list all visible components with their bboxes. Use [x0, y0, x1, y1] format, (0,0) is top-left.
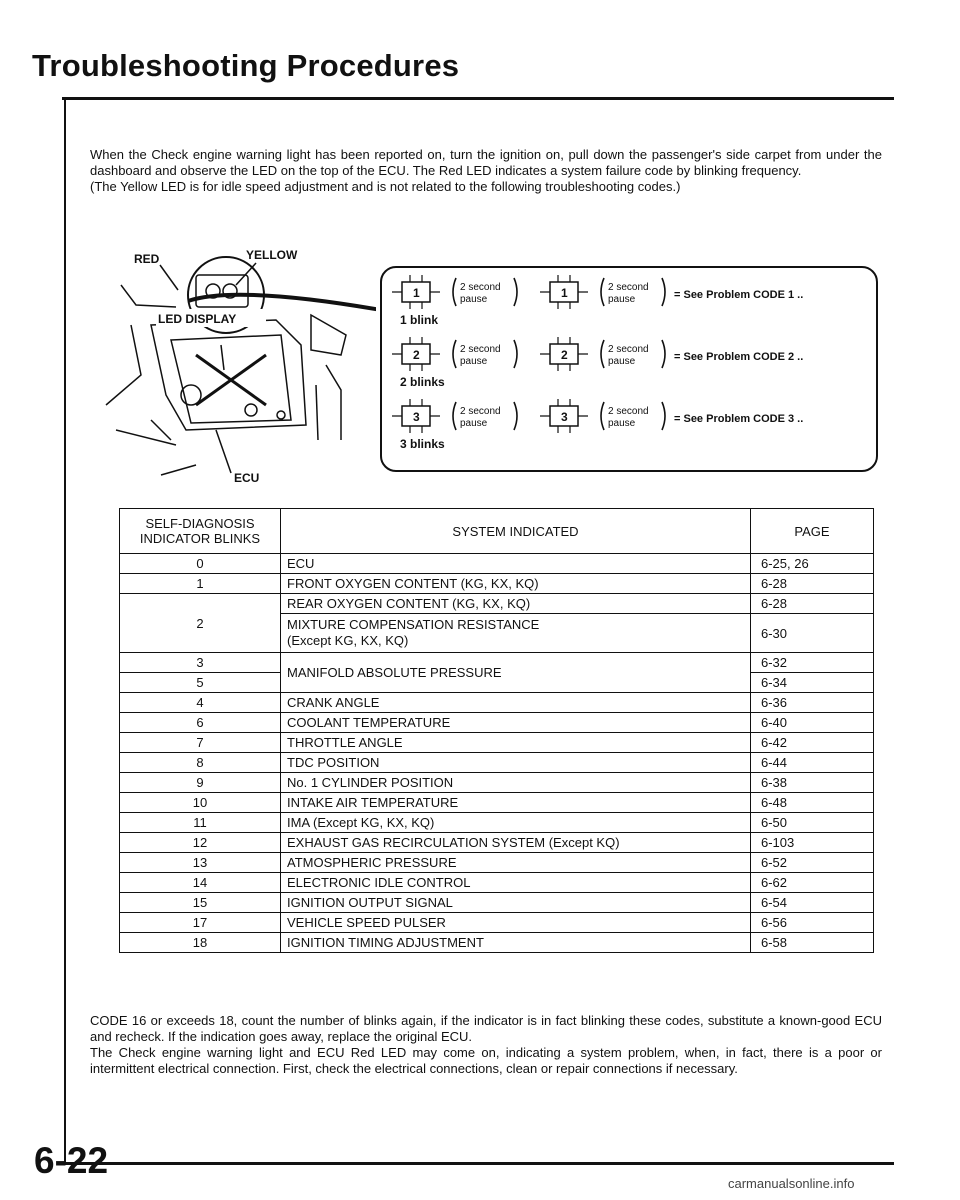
pause-label: 2 second — [460, 282, 501, 293]
code-cell: 3 — [120, 653, 281, 673]
blink-count: 1 blink — [400, 313, 439, 327]
system-cell: MANIFOLD ABSOLUTE PRESSURE — [281, 653, 751, 693]
pause-label: 2 second — [460, 344, 501, 355]
ecu-location-diagram — [96, 245, 376, 485]
system-cell: CRANK ANGLE — [281, 693, 751, 713]
table-row — [120, 933, 874, 953]
page-cell: 6-25, 26 — [751, 554, 874, 574]
pause-label: pause — [608, 356, 636, 367]
system-line: MIXTURE COMPENSATION RESISTANCE — [287, 617, 540, 632]
blink-count: 2 blinks — [400, 375, 445, 389]
pause-label: 2 second — [460, 406, 501, 417]
page-cell: 6-54 — [751, 893, 874, 913]
footer-paragraph-2: The Check engine warning light and ECU Red LED may come on, indicating a system problem, when, in fact, there is a poor or intermittent electrical connection. First, check the electrical connections, clean or repair connections if necessary. — [90, 1045, 882, 1076]
page-cell: 6-34 — [751, 673, 874, 693]
see-problem-code: = See Problem CODE 3 .. — [674, 413, 804, 425]
system-cell: INTAKE AIR TEMPERATURE — [281, 793, 751, 813]
table-row — [120, 693, 874, 713]
blink-digit: 2 — [413, 348, 420, 362]
table-row — [120, 873, 874, 893]
page-number: 6-22 — [34, 1140, 109, 1181]
pause-label: pause — [460, 294, 488, 305]
table-row — [120, 653, 874, 673]
bottom-rule — [64, 1162, 894, 1165]
blink-digit: 1 — [413, 286, 420, 300]
system-cell: FRONT OXYGEN CONTENT (KG, KX, KQ) — [281, 574, 751, 594]
page-cell: 6-103 — [751, 833, 874, 853]
blink-digit: 3 — [413, 410, 420, 424]
page-cell: 6-40 — [751, 713, 874, 733]
see-problem-code: = See Problem CODE 1 .. — [674, 289, 804, 301]
header-page: PAGE — [751, 509, 874, 554]
top-rule — [62, 97, 894, 100]
system-cell: ATMOSPHERIC PRESSURE — [281, 853, 751, 873]
table-row — [120, 733, 874, 753]
system-cell: VEHICLE SPEED PULSER — [281, 913, 751, 933]
system-cell: IGNITION OUTPUT SIGNAL — [281, 893, 751, 913]
blink-row — [392, 275, 803, 327]
code-cell: 10 — [120, 793, 281, 813]
system-cell: TDC POSITION — [281, 753, 751, 773]
table-row — [120, 813, 874, 833]
code-cell: 9 — [120, 773, 281, 793]
pause-label: 2 second — [608, 344, 649, 355]
watermark: carmanualsonline.info — [728, 1176, 855, 1191]
see-problem-code: = See Problem CODE 2 .. — [674, 351, 804, 363]
page-cell: 6-32 — [751, 653, 874, 673]
page-cell: 6-30 — [751, 614, 874, 653]
code-cell: 15 — [120, 893, 281, 913]
page-cell: 6-50 — [751, 813, 874, 833]
system-cell: REAR OXYGEN CONTENT (KG, KX, KQ) — [281, 594, 751, 614]
code-cell: 8 — [120, 753, 281, 773]
page-cell: 6-42 — [751, 733, 874, 753]
system-cell: No. 1 CYLINDER POSITION — [281, 773, 751, 793]
pause-label: 2 second — [608, 406, 649, 417]
blink-count: 3 blinks — [400, 437, 445, 451]
page-cell: 6-58 — [751, 933, 874, 953]
system-cell: THROTTLE ANGLE — [281, 733, 751, 753]
table-row — [120, 753, 874, 773]
header-system-indicated: SYSTEM INDICATED — [281, 509, 751, 554]
system-cell: COOLANT TEMPERATURE — [281, 713, 751, 733]
pause-label: 2 second — [608, 282, 649, 293]
intro-note: (The Yellow LED is for idle speed adjustment and is not related to the following troubleshooting codes.) — [90, 179, 681, 194]
blink-digit: 1 — [561, 286, 568, 300]
page-cell: 6-38 — [751, 773, 874, 793]
code-cell: 12 — [120, 833, 281, 853]
code-cell: 2 — [120, 594, 281, 653]
blink-patterns — [392, 274, 876, 460]
ecu-label: ECU — [234, 471, 260, 485]
table-row — [120, 773, 874, 793]
blink-digit: 3 — [561, 410, 568, 424]
page-cell: 6-52 — [751, 853, 874, 873]
table-row — [120, 793, 874, 813]
pause-label: pause — [460, 356, 488, 367]
system-cell: EXHAUST GAS RECIRCULATION SYSTEM (Except KQ) — [281, 833, 751, 853]
page-cell: 6-62 — [751, 873, 874, 893]
pause-label: pause — [460, 418, 488, 429]
system-cell: IMA (Except KG, KX, KQ) — [281, 813, 751, 833]
system-cell: ELECTRONIC IDLE CONTROL — [281, 873, 751, 893]
code-cell: 18 — [120, 933, 281, 953]
table-row — [120, 554, 874, 574]
diagnostic-code-table — [119, 508, 874, 953]
system-cell — [281, 614, 751, 653]
code-cell: 17 — [120, 913, 281, 933]
page-cell: 6-28 — [751, 594, 874, 614]
code-cell: 11 — [120, 813, 281, 833]
table-row — [120, 574, 874, 594]
intro-paragraph: When the Check engine warning light has been reported on, turn the ignition on, pull down the passenger's side carpet from under the dashboard and observe the LED on the top of the ECU. The Red LED indicates a system failure code by blinking frequency. — [90, 147, 882, 178]
code-cell: 4 — [120, 693, 281, 713]
system-cell: ECU — [281, 554, 751, 574]
table-row — [120, 893, 874, 913]
page-cell: 6-56 — [751, 913, 874, 933]
blink-digit: 2 — [561, 348, 568, 362]
system-cell: IGNITION TIMING ADJUSTMENT — [281, 933, 751, 953]
table-header-row — [120, 509, 874, 554]
code-cell: 0 — [120, 554, 281, 574]
code-cell: 7 — [120, 733, 281, 753]
code-cell: 6 — [120, 713, 281, 733]
red-led-label: RED — [134, 252, 160, 266]
led-display-label: LED DISPLAY — [158, 312, 237, 326]
page-cell: 6-36 — [751, 693, 874, 713]
page-cell: 6-44 — [751, 753, 874, 773]
table-row — [120, 913, 874, 933]
code-cell: 5 — [120, 673, 281, 693]
code-cell: 14 — [120, 873, 281, 893]
footer-text — [90, 1013, 882, 1077]
pause-label: pause — [608, 418, 636, 429]
page-title: Troubleshooting Procedures — [32, 48, 460, 83]
left-rule — [64, 100, 66, 1164]
page-cell: 6-48 — [751, 793, 874, 813]
yellow-led-label: YELLOW — [246, 248, 298, 262]
page-cell: 6-28 — [751, 574, 874, 594]
code-cell: 1 — [120, 574, 281, 594]
table-row — [120, 853, 874, 873]
code-cell: 13 — [120, 853, 281, 873]
intro-text — [90, 147, 882, 195]
footer-paragraph-1: CODE 16 or exceeds 18, count the number of blinks again, if the indicator is in fact blinking these codes, substitute a known-good ECU and recheck. If the indication goes away, replace the original ECU. — [90, 1013, 882, 1044]
table-row — [120, 594, 874, 614]
header-indicator-blinks: SELF-DIAGNOSIS INDICATOR BLINKS — [120, 509, 281, 554]
pause-label: pause — [608, 294, 636, 305]
table-row — [120, 713, 874, 733]
blink-row — [392, 337, 803, 389]
blink-row — [392, 399, 803, 451]
system-line: (Except KG, KX, KQ) — [287, 633, 409, 648]
table-row — [120, 833, 874, 853]
